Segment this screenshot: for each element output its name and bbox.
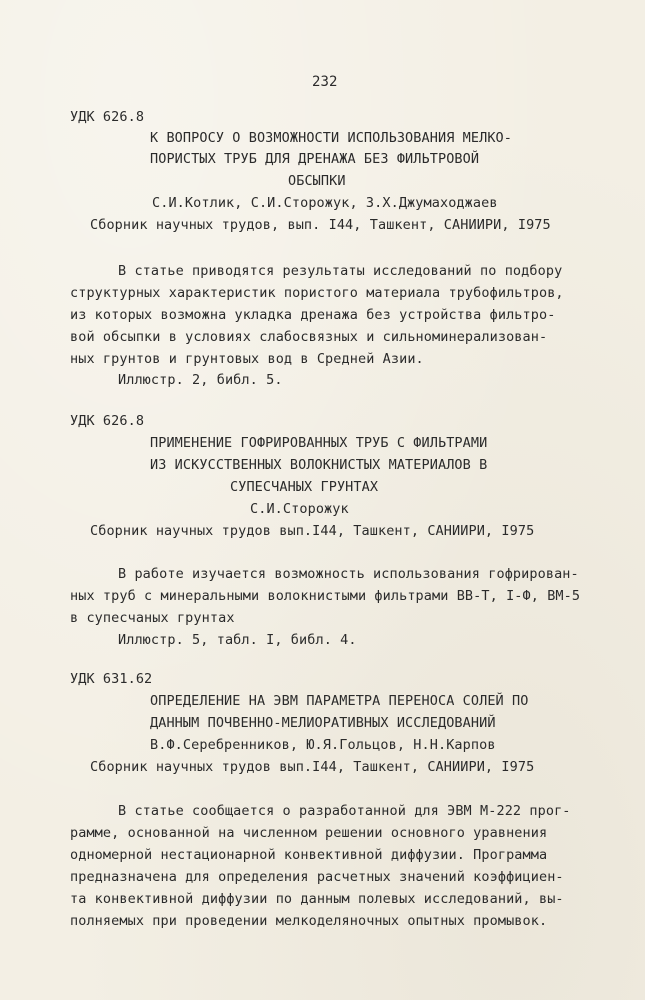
- entry-source: Сборник научных трудов вып.I44, Ташкент, САНИИРИ, I975: [90, 759, 535, 775]
- abstract-line: предназначена для определения расчетных значений коэффициен-: [70, 869, 564, 885]
- entry-source: Сборник научных трудов, вып. I44, Ташкент, САНИИРИ, I975: [90, 217, 551, 233]
- abstract-line: В работе изучается возможность использования гофрирован-: [118, 566, 579, 582]
- entry-authors: С.И.Сторожук: [250, 501, 349, 517]
- entry-authors: В.Ф.Серебренников, Ю.Я.Гольцов, Н.Н.Карпов: [150, 737, 496, 753]
- udk-code: УДК 626.8: [70, 413, 145, 429]
- abstract-line: ных труб с минеральными волокнистыми фильтрами ВВ-Т, I-Ф, ВМ-5: [70, 588, 581, 604]
- entry-title-line: ОБСЫПКИ: [288, 173, 346, 189]
- abstract-line: вой обсыпки в условиях слабосвязных и сильноминерализован-: [70, 329, 548, 345]
- entry-title-line: ИЗ ИСКУССТВЕННЫХ ВОЛОКНИСТЫХ МАТЕРИАЛОВ В: [150, 457, 488, 473]
- entry-illustrations: Иллюстр. 2, библ. 5.: [118, 372, 283, 388]
- abstract-line: полняемых при проведении мелкоделяночных опытных промывок.: [70, 913, 548, 929]
- abstract-line: структурных характеристик пористого материала трубофильтров,: [70, 285, 564, 301]
- abstract-line: одномерной нестационарной конвективной диффузии. Программа: [70, 847, 548, 863]
- entry-title-line: ПОРИСТЫХ ТРУБ ДЛЯ ДРЕНАЖА БЕЗ ФИЛЬТРОВОЙ: [150, 151, 480, 167]
- abstract-line: рамме, основанной на численном решении основного уравнения: [70, 825, 548, 841]
- entry-illustrations: Иллюстр. 5, табл. I, библ. 4.: [118, 632, 357, 648]
- page-number: 232: [312, 74, 338, 90]
- abstract-line: ных грунтов и грунтовых вод в Средней Азии.: [70, 351, 424, 367]
- abstract-line: В статье сообщается о разработанной для ЭВМ М-222 прог-: [118, 803, 571, 819]
- entry-title-line: СУПЕСЧАНЫХ ГРУНТАХ: [230, 479, 379, 495]
- abstract-line: в супесчаных грунтах: [70, 610, 235, 626]
- entry-title-line: К ВОПРОСУ О ВОЗМОЖНОСТИ ИСПОЛЬЗОВАНИЯ МЕЛКО-: [150, 130, 513, 146]
- entry-source: Сборник научных трудов вып.I44, Ташкент, САНИИРИ, I975: [90, 523, 535, 539]
- entry-authors: С.И.Котлик, С.И.Сторожук, З.Х.Джумаходжаев: [152, 195, 498, 211]
- entry-title-line: ДАННЫМ ПОЧВЕННО-МЕЛИОРАТИВНЫХ ИССЛЕДОВАНИЙ: [150, 715, 496, 731]
- entry-title-line: ОПРЕДЕЛЕНИЕ НА ЭВМ ПАРАМЕТРА ПЕРЕНОСА СОЛЕЙ ПО: [150, 693, 529, 709]
- entry-title-line: ПРИМЕНЕНИЕ ГОФРИРОВАННЫХ ТРУБ С ФИЛЬТРАМИ: [150, 435, 488, 451]
- udk-code: УДК 626.8: [70, 109, 145, 125]
- abstract-line: из которых возможна укладка дренажа без устройства фильтро-: [70, 307, 556, 323]
- abstract-line: та конвективной диффузии по данным полевых исследований, вы-: [70, 891, 564, 907]
- abstract-line: В статье приводятся результаты исследований по подбору: [118, 263, 563, 279]
- udk-code: УДК 631.62: [70, 671, 153, 687]
